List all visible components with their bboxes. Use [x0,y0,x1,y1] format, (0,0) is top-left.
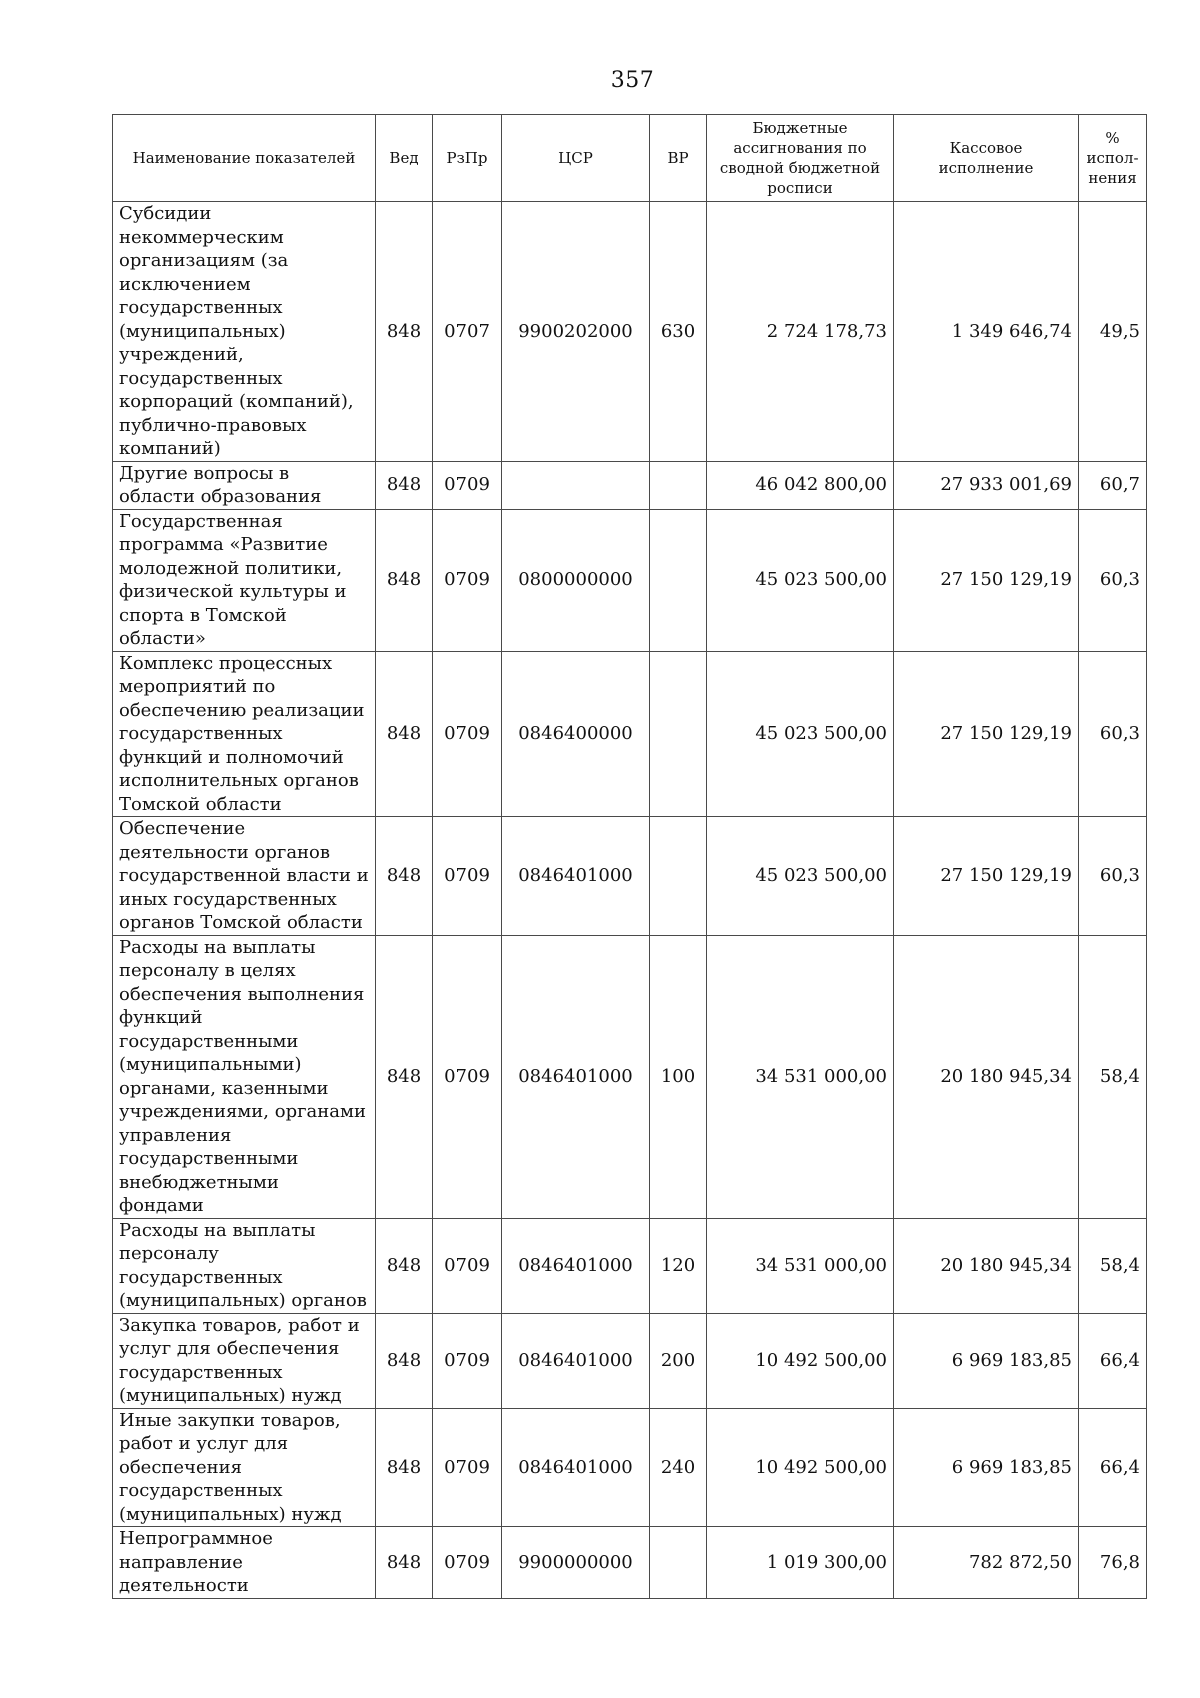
header-percent: % испол-нения [1079,115,1147,202]
row-vr [650,651,707,817]
row-ved: 848 [376,935,433,1218]
row-rzpr: 0709 [433,817,502,936]
row-cash: 27 150 129,19 [894,817,1079,936]
row-name: Закупка товаров, работ и услуг для обеспечения государственных (муниципальных) нужд [113,1313,376,1408]
row-percent: 60,3 [1079,817,1147,936]
table-row [113,1313,1147,1408]
row-budget: 2 724 178,73 [707,202,894,462]
row-csr: 0846401000 [502,1408,650,1527]
header-csr: ЦСР [502,115,650,202]
table-row [113,202,1147,462]
row-ved: 848 [376,817,433,936]
row-percent: 58,4 [1079,1218,1147,1313]
row-name: Государственная программа «Развитие молодежной политики, физической культуры и спорта в Томской области» [113,509,376,651]
row-cash: 20 180 945,34 [894,935,1079,1218]
row-vr [650,817,707,936]
row-cash: 6 969 183,85 [894,1408,1079,1527]
row-budget: 46 042 800,00 [707,461,894,509]
row-cash: 782 872,50 [894,1527,1079,1599]
row-name: Иные закупки товаров, работ и услуг для обеспечения государственных (муниципальных) нужд [113,1408,376,1527]
row-budget: 10 492 500,00 [707,1313,894,1408]
row-ved: 848 [376,461,433,509]
row-percent: 60,3 [1079,651,1147,817]
row-vr: 200 [650,1313,707,1408]
row-rzpr: 0709 [433,1313,502,1408]
row-csr: 0846401000 [502,1218,650,1313]
table-row [113,817,1147,936]
row-cash: 6 969 183,85 [894,1313,1079,1408]
row-ved: 848 [376,202,433,462]
row-budget: 1 019 300,00 [707,1527,894,1599]
page-number: 357 [610,68,655,93]
row-cash: 27 150 129,19 [894,509,1079,651]
header-ved: Вед [376,115,433,202]
row-budget: 45 023 500,00 [707,509,894,651]
row-name: Непрограммное направление деятельности [113,1527,376,1599]
row-vr: 120 [650,1218,707,1313]
table-row [113,935,1147,1218]
row-budget: 34 531 000,00 [707,935,894,1218]
row-rzpr: 0709 [433,1218,502,1313]
row-percent: 66,4 [1079,1313,1147,1408]
row-budget: 10 492 500,00 [707,1408,894,1527]
row-cash: 1 349 646,74 [894,202,1079,462]
row-rzpr: 0707 [433,202,502,462]
table-row [113,509,1147,651]
table-row [113,461,1147,509]
row-csr: 9900202000 [502,202,650,462]
budget-execution-table [112,114,1147,1599]
row-name: Другие вопросы в области образования [113,461,376,509]
row-cash: 27 933 001,69 [894,461,1079,509]
row-cash: 20 180 945,34 [894,1218,1079,1313]
row-name: Субсидии некоммерческим организациям (за исключением государственных (муниципальных) учреждений, государственных корпораций (компаний), публично-правовых компаний) [113,202,376,462]
header-budget: Бюджетные ассигнования по сводной бюджетной росписи [707,115,894,202]
row-rzpr: 0709 [433,461,502,509]
row-ved: 848 [376,509,433,651]
row-csr: 0846401000 [502,1313,650,1408]
row-csr: 0846401000 [502,935,650,1218]
table-row [113,1527,1147,1599]
row-ved: 848 [376,1527,433,1599]
row-csr: 0846401000 [502,817,650,936]
row-rzpr: 0709 [433,935,502,1218]
row-rzpr: 0709 [433,651,502,817]
row-csr: 0846400000 [502,651,650,817]
row-cash: 27 150 129,19 [894,651,1079,817]
row-ved: 848 [376,1313,433,1408]
row-csr: 0800000000 [502,509,650,651]
row-vr: 100 [650,935,707,1218]
row-name: Обеспечение деятельности органов государственной власти и иных государственных органов Томской области [113,817,376,936]
row-percent: 58,4 [1079,935,1147,1218]
header-name: Наименование показателей [113,115,376,202]
header-cash: Кассовое исполнение [894,115,1079,202]
row-rzpr: 0709 [433,1527,502,1599]
row-csr: 9900000000 [502,1527,650,1599]
row-budget: 45 023 500,00 [707,817,894,936]
row-ved: 848 [376,1218,433,1313]
row-budget: 45 023 500,00 [707,651,894,817]
row-ved: 848 [376,651,433,817]
row-name: Расходы на выплаты персоналу в целях обеспечения выполнения функций государственными (муниципальными) органами, казенными учреждениями, органами управления государственными внебюджетными фондами [113,935,376,1218]
row-ved: 848 [376,1408,433,1527]
row-rzpr: 0709 [433,509,502,651]
row-name: Комплекс процессных мероприятий по обеспечению реализации государственных функций и полномочий исполнительных органов Томской области [113,651,376,817]
row-rzpr: 0709 [433,1408,502,1527]
header-rzpr: РзПр [433,115,502,202]
row-vr [650,461,707,509]
table-row [113,1218,1147,1313]
row-vr: 240 [650,1408,707,1527]
row-percent: 60,7 [1079,461,1147,509]
row-csr [502,461,650,509]
row-vr: 630 [650,202,707,462]
row-percent: 76,8 [1079,1527,1147,1599]
row-budget: 34 531 000,00 [707,1218,894,1313]
row-vr [650,509,707,651]
row-percent: 49,5 [1079,202,1147,462]
table-row [113,651,1147,817]
row-name: Расходы на выплаты персоналу государственных (муниципальных) органов [113,1218,376,1313]
table-header-row [113,115,1147,202]
row-vr [650,1527,707,1599]
header-vr: ВР [650,115,707,202]
row-percent: 60,3 [1079,509,1147,651]
table-row [113,1408,1147,1527]
row-percent: 66,4 [1079,1408,1147,1527]
